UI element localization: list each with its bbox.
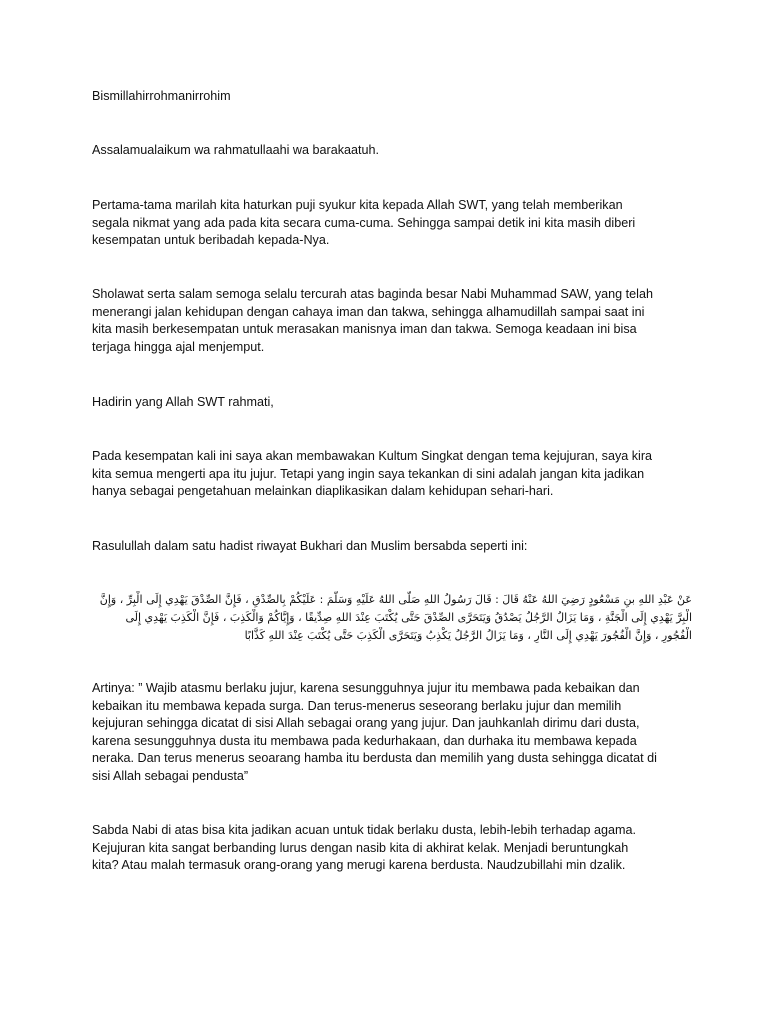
hadith-intro-line: [92, 538, 692, 556]
sholawat-paragraph: [92, 286, 692, 356]
paragraph-line: neraka. Dan terus menerus seoarang hamba itu berdusta dan memilih yang dusta sehingga dicatat di: [92, 751, 657, 766]
paragraph-line: kebaikan itu membawa kepada surga. Dan terus-menerus seseorang berlaku jujur dan memilih: [92, 698, 622, 713]
paragraph-line: Pada kesempatan kali ini saya akan membawakan Kultum Singkat dengan tema kejujuran, saya kira: [92, 449, 653, 463]
address-text: Hadirin yang Allah SWT rahmati,: [92, 395, 274, 409]
paragraph-line: kejujuran sehingga dicatat di sisi Allah sebagai orang yang jujur. Dan jauhkanlah dirimu dari dusta,: [92, 716, 640, 731]
paragraph-line: sisi Allah sebagai pendusta”: [92, 768, 249, 783]
paragraph-line: karena sesungguhnya dusta itu membawa pada kedurhakaan, dan durhaka itu membawa kepada: [92, 733, 637, 748]
paragraph-line: hanya sebagai pengetahuan melainkan diaplikasikan dalam kehidupan sehari-hari.: [92, 484, 554, 499]
arabic-line: الْبِرَّ يَهْدِي إِلَى الْجَنَّةِ ، وَمَا يَزَالُ الرَّجُلُ يَصْدُقُ وَيَتَحَرَّى الصِّدْقَ حَتَّى يُكْتَبَ عِنْدَ اللهِ صِدِّيقًا ، وَإِيَّاكُمْ وَالْكَذِبَ ، فَإِنَّ الْكَذِبَ يَهْدِي إِلَى: [125, 611, 692, 624]
topic-paragraph: [92, 448, 692, 501]
opening-text: Bismillahirrohmanirrohim: [92, 89, 231, 103]
arabic-line: عَنْ عَبْدِ اللهِ بنِ مَسْعُودٍ رَضِيَ اللهُ عَنْهُ قَالَ : قَالَ رَسُولُ اللهِ صَلَّى اللهُ عَلَيْهِ وَسَلَّمَ : عَلَيْكُمْ بِالصِّدْقِ ، فَإِنَّ الصِّدْقَ يَهْدِي إِلَى الْبِرِّ ، وَإِنَّ: [99, 593, 692, 606]
address-line: [92, 394, 692, 412]
hadith-intro-text: Rasulullah dalam satu hadist riwayat Bukhari dan Muslim bersabda seperti ini:: [92, 539, 528, 553]
arabic-line: الْفُجُورِ ، وَإِنَّ الْفُجُورَ يَهْدِي إِلَى النَّارِ ، وَمَا يَزَالُ الرَّجُلُ يَكْذِبُ وَيَتَحَرَّى الْكَذِبَ حَتَّى يُكْتَبَ عِنْدَ اللهِ كَذَّابًا: [244, 629, 692, 642]
paragraph-line: menerangi jalan kehidupan dengan cahaya iman dan takwa, sehingga alhamudillah sampai saat ini: [92, 304, 645, 319]
paragraph-line: terjaga hingga ajal menjemput.: [92, 339, 265, 354]
paragraph-line: segala nikmat yang ada pada kita secara cuma-cuma. Sehingga sampai detik ini kita masih diberi: [92, 215, 636, 230]
praise-paragraph: [92, 197, 692, 250]
paragraph-line: Pertama-tama marilah kita haturkan puji syukur kita kepada Allah SWT, yang telah memberikan: [92, 198, 623, 212]
translation-paragraph: [92, 680, 692, 786]
paragraph-line: Sabda Nabi di atas bisa kita jadikan acuan untuk tidak berlaku dusta, lebih-lebih terhadap agama.: [92, 823, 636, 837]
paragraph-line: kita semua mengerti apa itu jujur. Tetapi yang ingin saya tekankan di sini adalah jangan kita jadikan: [92, 466, 645, 481]
paragraph-line: Artinya: ” Wajib atasmu berlaku jujur, karena sesungguhnya jujur itu membawa pada kebaikan dan: [92, 681, 640, 695]
greeting-text: Assalamualaikum wa rahmatullaahi wa barakaatuh.: [92, 143, 380, 157]
closing-paragraph: [92, 822, 692, 875]
hadith-arabic-text: [84, 591, 692, 645]
paragraph-line: Sholawat serta salam semoga selalu tercurah atas baginda besar Nabi Muhammad SAW, yang telah: [92, 287, 653, 301]
paragraph-line: kesempatan untuk beribadah kepada-Nya.: [92, 233, 330, 248]
opening-line: [92, 88, 692, 106]
paragraph-line: Kejujuran kita sangat berbanding lurus dengan nasib kita di akhirat kelak. Menjadi beruntungkah: [92, 840, 629, 855]
greeting-line: [92, 142, 692, 160]
paragraph-line: kita masih berkesempatan untuk merasakan manisnya iman dan takwa. Semoga keadaan ini bisa: [92, 322, 637, 337]
paragraph-line: kita? Atau malah termasuk orang-orang yang merugi karena berdusta. Naudzubillahi min dzalik.: [92, 858, 626, 873]
